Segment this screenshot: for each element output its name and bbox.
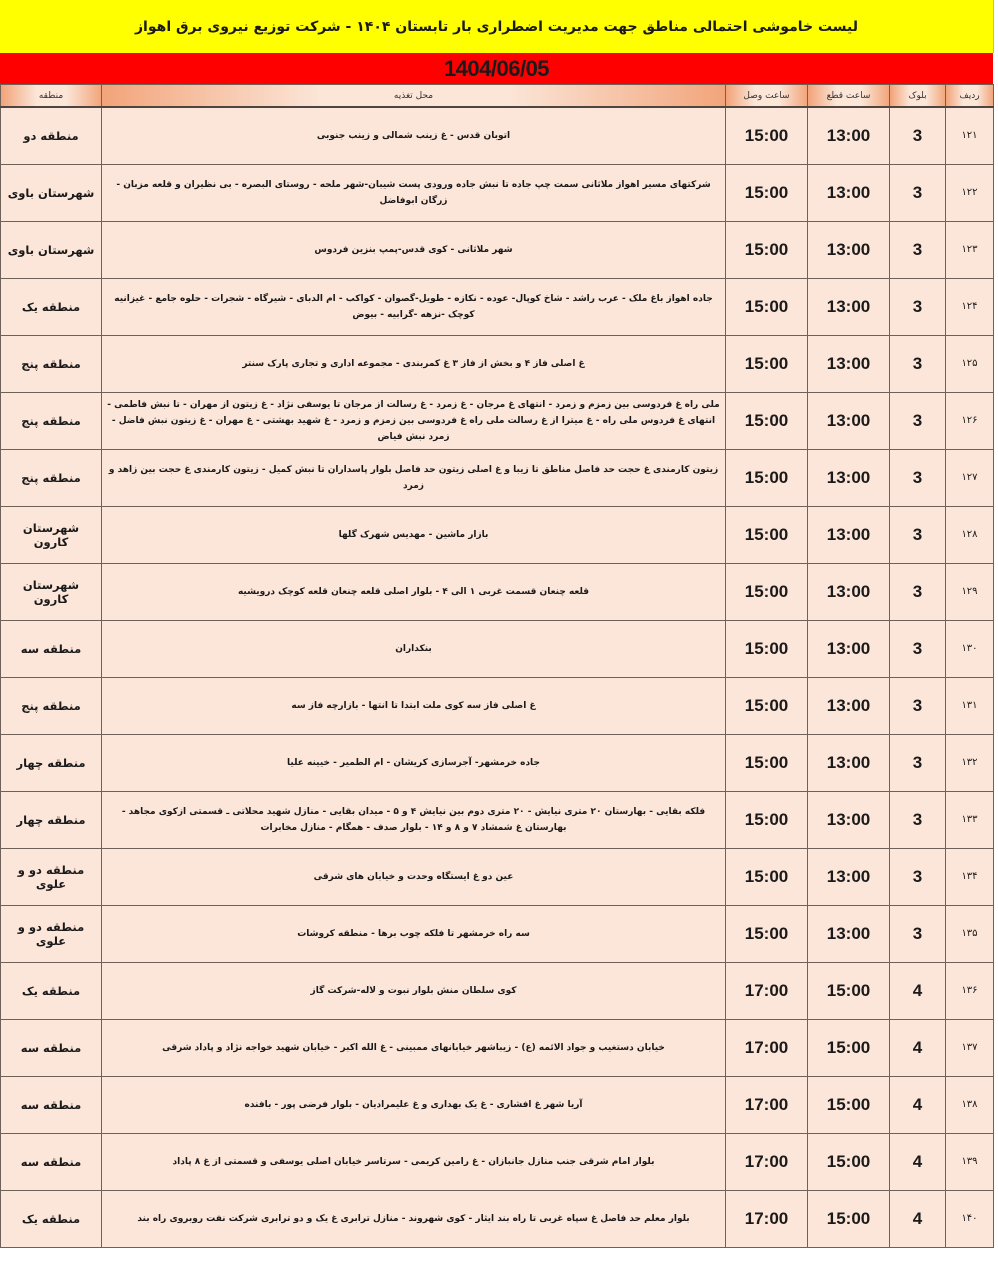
table-row [1,1190,994,1247]
row-number-cell: ۱۳۲ [946,734,994,791]
region-cell: شهرستان کارون [1,563,102,620]
restore-time-cell: 15:00 [726,392,808,449]
region-cell: منطقه چهار [1,734,102,791]
restore-time-cell: 17:00 [726,962,808,1019]
column-header-row-number: ردیف [946,85,994,108]
cut-time-cell: 13:00 [808,791,890,848]
location-cell: غ اصلی فاز ۴ و بخش از فاز ۳ غ کمربندی - مجموعه اداری و تجاری پارک سنتر [102,335,726,392]
table-row [1,164,994,221]
block-cell: 4 [890,1076,946,1133]
block-cell: 4 [890,1019,946,1076]
location-cell: ملی راه غ فردوسی بین زمزم و زمرد - انتهای غ مرجان - غ زمرد - غ رسالت از مرجان تا یوسفی نژاد - غ زیتون از مهران - تا نبش فاطمی - انتهای غ فردوس ملی راه - غ میترا از غ رسالت ملی راه غ فردوسی بین زمزم و زمرد - غ شهید بهشتی - غ مهران - غ زیتون نبش فاضل - زمرد نبش فیاض [102,392,726,449]
row-number-cell: ۱۳۵ [946,905,994,962]
block-cell: 3 [890,392,946,449]
row-number-cell: ۱۲۳ [946,221,994,278]
row-number-cell: ۱۳۳ [946,791,994,848]
row-number-cell: ۱۳۷ [946,1019,994,1076]
cut-time-cell: 15:00 [808,1190,890,1247]
location-cell: بازار ماشین - مهدیس شهرک گلها [102,506,726,563]
row-number-cell: ۱۲۴ [946,278,994,335]
cut-time-cell: 13:00 [808,392,890,449]
location-cell: بلوار معلم حد فاصل غ سپاه غربی تا راه بند ایثار - کوی شهروند - منازل ترابری غ یک و دو ترابری شرکت نفت روبروی راه بند [102,1190,726,1247]
row-number-cell: ۱۳۸ [946,1076,994,1133]
region-cell: منطقه سه [1,1133,102,1190]
region-cell: منطقه سه [1,1019,102,1076]
restore-time-cell: 15:00 [726,506,808,563]
row-number-cell: ۱۲۷ [946,449,994,506]
location-cell: فلکه بقایی - بهارستان ۲۰ متری نیایش - ۲۰ متری دوم بین نیایش ۴ و ۵ - میدان بقایی - منازل شهید محلاتی ـ قسمتی ازکوی مجاهد - بهارستان غ شمشاد ۷ و ۸ و ۱۴ - بلوار صدف - همگام - منازل مخابرات [102,791,726,848]
block-cell: 3 [890,620,946,677]
cut-time-cell: 13:00 [808,620,890,677]
location-cell: غ اصلی فاز سه کوی ملت ابتدا تا انتها - بازارچه فاز سه [102,677,726,734]
region-cell: منطقه یک [1,962,102,1019]
cut-time-cell: 15:00 [808,1019,890,1076]
column-header-location: محل تغذیه [102,85,726,108]
row-number-cell: ۱۲۶ [946,392,994,449]
cut-time-cell: 13:00 [808,506,890,563]
row-number-cell: ۱۴۰ [946,1190,994,1247]
block-cell: 3 [890,164,946,221]
table-row [1,791,994,848]
row-number-cell: ۱۳۱ [946,677,994,734]
region-cell: شهرستان کارون [1,506,102,563]
table-row [1,848,994,905]
restore-time-cell: 15:00 [726,164,808,221]
restore-time-cell: 17:00 [726,1190,808,1247]
block-cell: 3 [890,506,946,563]
table-header-row [1,85,994,108]
cut-time-cell: 13:00 [808,848,890,905]
location-cell: خیابان دستغیب و جواد الائمه (ع) - زیباشهر خیابانهای ممبینی - غ الله اکبر - خیابان شهید خواجه نژاد و پاداد شرقی [102,1019,726,1076]
row-number-cell: ۱۲۲ [946,164,994,221]
region-cell: منطقه دو و علوی [1,905,102,962]
column-header-restore-time: ساعت وصل [726,85,808,108]
restore-time-cell: 15:00 [726,905,808,962]
block-cell: 3 [890,335,946,392]
region-cell: منطقه پنج [1,335,102,392]
block-cell: 4 [890,962,946,1019]
table-row [1,620,994,677]
cut-time-cell: 15:00 [808,1133,890,1190]
location-cell: شهر ملاثانی - کوی قدس-پمپ بنزین فردوس [102,221,726,278]
location-cell: عین دو غ ایستگاه وحدت و خیابان های شرقی [102,848,726,905]
table-row [1,506,994,563]
region-cell: منطقه یک [1,1190,102,1247]
restore-time-cell: 15:00 [726,278,808,335]
location-cell: کوی سلطان منش بلوار نبوت و لاله-شرکت گاز [102,962,726,1019]
row-number-cell: ۱۲۵ [946,335,994,392]
date-banner: 1404/06/05 [0,53,993,84]
location-cell: جاده اهواز باغ ملک - عرب راشد - شاخ کوپال- عوده - نکازه - طویل-گصوان - کواکب - ام الدبای - شیرگاه - شجرات - حلوه جامع - غیزانیه کوچک -نزهه -گرابیه - بیوض [102,278,726,335]
column-header-region: منطقه [1,85,102,108]
cut-time-cell: 13:00 [808,335,890,392]
restore-time-cell: 15:00 [726,449,808,506]
table-row [1,221,994,278]
block-cell: 3 [890,278,946,335]
restore-time-cell: 15:00 [726,563,808,620]
table-row [1,1019,994,1076]
restore-time-cell: 17:00 [726,1076,808,1133]
row-number-cell: ۱۲۹ [946,563,994,620]
restore-time-cell: 15:00 [726,107,808,164]
table-row [1,278,994,335]
location-cell: آریا شهر غ افشاری - غ یک بهداری و غ علیمرادیان - بلوار فرضی پور - بافنده [102,1076,726,1133]
table-row [1,1076,994,1133]
outage-schedule-table [0,84,994,1248]
row-number-cell: ۱۲۱ [946,107,994,164]
table-row [1,107,994,164]
region-cell: منطقه یک [1,278,102,335]
region-cell: شهرستان باوی [1,221,102,278]
location-cell: جاده خرمشهر- آجرسازی کریشان - ام الطمیر - خیینه علیا [102,734,726,791]
cut-time-cell: 13:00 [808,449,890,506]
row-number-cell: ۱۳۴ [946,848,994,905]
location-cell: شرکتهای مسیر اهواز ملاثانی سمت چپ جاده تا نبش جاده ورودی پست شیبان-شهر ملحه - روستای البصره - بی نظیران و قلعه مزبان - زرگان ابوفاضل [102,164,726,221]
row-number-cell: ۱۳۶ [946,962,994,1019]
cut-time-cell: 13:00 [808,734,890,791]
block-cell: 3 [890,734,946,791]
cut-time-cell: 13:00 [808,164,890,221]
block-cell: 3 [890,677,946,734]
row-number-cell: ۱۳۰ [946,620,994,677]
restore-time-cell: 15:00 [726,791,808,848]
table-row [1,335,994,392]
cut-time-cell: 13:00 [808,278,890,335]
region-cell: منطقه سه [1,1076,102,1133]
restore-time-cell: 15:00 [726,848,808,905]
block-cell: 3 [890,848,946,905]
region-cell: منطقه دو و علوی [1,848,102,905]
location-cell: اتوبان قدس - غ زینب شمالی و زینب جنوبی [102,107,726,164]
table-row [1,392,994,449]
location-cell: بنکداران [102,620,726,677]
table-row [1,563,994,620]
column-header-cut-time: ساعت قطع [808,85,890,108]
row-number-cell: ۱۳۹ [946,1133,994,1190]
cut-time-cell: 13:00 [808,221,890,278]
restore-time-cell: 15:00 [726,221,808,278]
region-cell: منطقه سه [1,620,102,677]
block-cell: 4 [890,1190,946,1247]
cut-time-cell: 15:00 [808,1076,890,1133]
table-row [1,449,994,506]
region-cell: منطقه پنج [1,392,102,449]
cut-time-cell: 13:00 [808,107,890,164]
row-number-cell: ۱۲۸ [946,506,994,563]
cut-time-cell: 15:00 [808,962,890,1019]
column-header-block: بلوک [890,85,946,108]
block-cell: 3 [890,221,946,278]
restore-time-cell: 15:00 [726,335,808,392]
location-cell: بلوار امام شرقی جنب منازل جانبازان - غ رامین کریمی - سرتاسر خیابان اصلی یوسفی و قسمتی از غ ۸ پاداد [102,1133,726,1190]
region-cell: منطقه پنج [1,677,102,734]
region-cell: منطقه چهار [1,791,102,848]
table-row [1,905,994,962]
block-cell: 3 [890,563,946,620]
restore-time-cell: 15:00 [726,620,808,677]
block-cell: 3 [890,449,946,506]
location-cell: قلعه چنعان قسمت غربی ۱ الی ۴ - بلوار اصلی قلعه چنعان قلعه کوچک درویشیه [102,563,726,620]
region-cell: منطقه پنج [1,449,102,506]
restore-time-cell: 15:00 [726,677,808,734]
page-title: لیست خاموشی احتمالی مناطق جهت مدیریت اضطراری بار تابستان ۱۴۰۴ - شرکت توزیع نیروی برق اهواز [0,0,994,53]
block-cell: 3 [890,107,946,164]
restore-time-cell: 17:00 [726,1133,808,1190]
block-cell: 3 [890,791,946,848]
table-row [1,677,994,734]
location-cell: سه راه خرمشهر تا فلکه چوب برها - منطقه کروشات [102,905,726,962]
location-cell: زیتون کارمندی غ حجت حد فاصل مناطق تا زیبا و غ اصلی زیتون حد فاصل بلوار پاسداران تا نبش کمیل - زیتون کارمندی غ حجت بین زاهد و زمرد [102,449,726,506]
block-cell: 4 [890,1133,946,1190]
restore-time-cell: 17:00 [726,1019,808,1076]
table-row [1,734,994,791]
table-row [1,1133,994,1190]
table-row [1,962,994,1019]
region-cell: منطقه دو [1,107,102,164]
cut-time-cell: 13:00 [808,677,890,734]
restore-time-cell: 15:00 [726,734,808,791]
region-cell: شهرستان باوی [1,164,102,221]
cut-time-cell: 13:00 [808,563,890,620]
block-cell: 3 [890,905,946,962]
cut-time-cell: 13:00 [808,905,890,962]
